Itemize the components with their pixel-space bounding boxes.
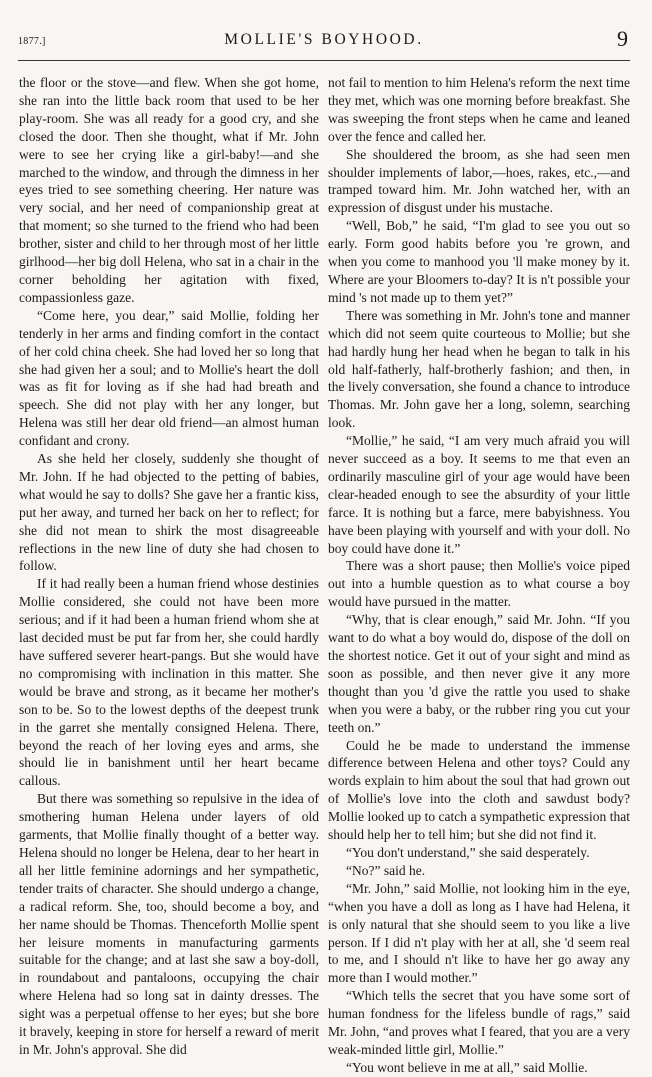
- header-year: 1877.]: [18, 36, 46, 47]
- paragraph: not fail to mention to him Helena's reform the next time they met, which was one morning before breakfast. She was sweeping the front steps when he came and leaned over the fence and called her.: [328, 75, 630, 144]
- paragraph: “Mr. John,” said Mollie, not looking him in the eye, “when you have a doll as long as I have had Helena, it is only natural that she should seem to you like a live person. If I did n't play with her at all, she 'd seem real to me, and I should n't like to have her go away any more than I would mother.”: [328, 880, 630, 986]
- paragraph: “No?” said he.: [346, 862, 426, 878]
- paragraph: “Mollie,” he said, “I am very much afraid you will never succeed as a boy. It seems to me that even an ordinarily masculine girl of your age would have been clear-headed enough to see the absurdity of your little farce. It is nothing but a farce, mere babyishness. You have been playing with yourself and with your doll. No boy could have done it.”: [328, 433, 630, 556]
- paragraph: “Which tells the secret that you have some sort of human fondness for the lifeless bundle of rags,” said Mr. John, “and proves what I feared, that you are a very weak-minded little girl, Mollie.”: [328, 988, 630, 1057]
- paragraph: Could he be made to understand the immense difference between Helena and other toys? Could any words explain to him about the soul that had grown out of Mollie's love into the cloth and sawdust body? Mollie looked up to catch a sympathetic expression that should help her to tell him; but she did not find it.: [328, 737, 630, 843]
- paragraph: If it had really been a human friend whose destinies Mollie considered, she could not have been more serious; and if it had been a human friend whom she at last decided must be put far from her, she could hardly have suffered severer heart-pangs. But she would have no compromising with inclination in this matter. She would be brave and strong, as it became her mother's son to be. So to the lowest depths of the deepest trunk in the garret she mentally consigned Helena. There, beyond the reach of her loving eyes and arms, she should lie in banishment until her heart became callous.: [19, 576, 319, 789]
- paragraph: “Why, that is clear enough,” said Mr. John. “If you want to do what a boy would do, dispose of the doll on the shortest notice. Get it out of your sight and mind as soon as possible, and then never give it any more thought than you 'd give the rattle you used to shake when you were a baby, or the rubber ring you cut your teeth on.”: [328, 612, 630, 735]
- paragraph: There was something in Mr. John's tone and manner which did not seem quite courteous to Mollie; but she had hardly hung her head when he began to talk in his old half-fatherly, half-brotherly fashion; and then, in the lively conversation, she found a chance to introduce Thomas. Mr. John gave her a long, solemn, searching look.: [328, 307, 630, 431]
- paragraph: the floor or the stove—and flew. When she got home, she ran into the little back room that used to be her play-room. She was all ready for a good cry, and she closed the door. Then she thought, what if Mr. John were to see her crying like a girl-baby!—and she marched to the window, and through the dimness in her eyes tried to see something cheering. Her nature was very social, and her need of companionship great at that moment; so she turned to the friend who had been brother, sister and child to her through most of her little girlhood—her big doll Helena, who sat in a chair in the corner beholding her agitation with fixed, compassionless gaze.: [19, 75, 319, 305]
- header-rule: [18, 60, 630, 61]
- page-number: 9: [617, 26, 628, 51]
- paragraph: “You wont believe in me at all,” said Mollie.: [346, 1059, 588, 1075]
- paragraph: “Come here, you dear,” said Mollie, folding her tenderly in her arms and finding comfort in the contact of her cold china cheek. She had loved her so long that she had given her a soul; and to Mollie's heart the doll was as fit for loving as if she had had breath and speech. She did not play with her any longer, but Helena was still her dear old friend—an almost human confidant and crony.: [19, 307, 319, 449]
- running-header: [18, 26, 630, 52]
- paragraph: As she held her closely, suddenly she thought of Mr. John. If he had objected to the petting of babies, what would he say to dolls? She gave her a frantic kiss, put her away, and turned her back on her to reflect; for she did not mean to shirk the most disagreeable reflections in the new line of duty she had chosen to follow.: [19, 451, 319, 574]
- header-title: MOLLIE'S BOYHOOD.: [224, 31, 424, 48]
- right-column: [328, 74, 630, 1077]
- paragraph: “Well, Bob,” he said, “I'm glad to see you out so early. Form good habits before you 're grown, and when you come to manhood you 'll make money by it. Where are your Bloomers to-day? It is n't possible your mind 's not made up to them yet?”: [328, 218, 630, 305]
- paragraph: There was a short pause; then Mollie's voice piped out into a humble question as to what course a boy would have pursued in the matter.: [328, 558, 630, 610]
- paragraph: She shouldered the broom, as she had seen men shoulder implements of labor,—hoes, rakes, etc.,—and tramped toward him. Mr. John watched her, with an expression of disgust under his mustache.: [328, 146, 630, 216]
- paragraph: But there was something so repulsive in the idea of smothering human Helena under layers of old garments, that Mollie finally thought of a better way. Helena should no longer be Helena, dear to her heart in all her little feminine adornings and her sympathetic, tender traits of character. She should undergo a change, a radical reform. She, too, should become a boy, and her name should be Thomas. Thenceforth Mollie spent her leisure moments in manufacturing garments suitable for the change; and at last she saw a boy-doll, in roundabout and pantaloons, occupying the chair where Helena had so long sat in dainty dresses. The sight was a perpetual offense to her eyes; but she bore it bravely, keeping in store for herself a reward of merit in Mr. John's approval. She did: [19, 791, 319, 1057]
- paragraph: “You don't understand,” she said desperately.: [346, 844, 590, 860]
- left-column: [19, 74, 319, 1059]
